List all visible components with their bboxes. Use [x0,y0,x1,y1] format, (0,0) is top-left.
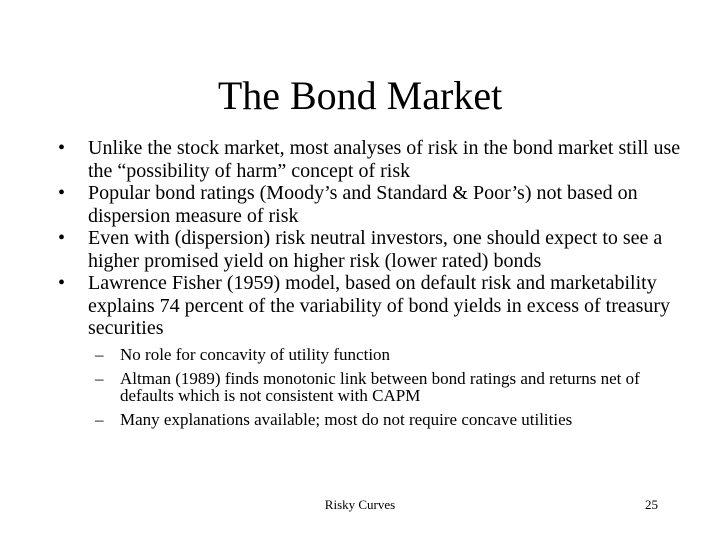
bullet-list [58,137,688,340]
bullet-item [58,227,688,272]
bullet-item [58,137,688,182]
page-number: 25 [645,497,658,512]
sub-bullet-text: Many explanations available; most do not require concave utilities [120,410,573,429]
sub-bullet-item [95,411,695,428]
bullet-text: Popular bond ratings (Moody’s and Standard & Poor’s) not based on dispersion measure of risk [88,182,638,227]
bullet-marker: • [58,227,66,249]
sub-bullet-list [95,346,695,435]
bullet-marker: • [58,182,66,204]
bullet-text: Lawrence Fisher (1959) model, based on default risk and marketability explains 74 percent of the variability of bond yields in excess of treasury securities [88,272,671,339]
bullet-marker: • [58,272,66,294]
sub-bullet-text: Altman (1989) finds monotonic link between bond ratings and returns net of defaults which is not consistent with CAPM [120,369,640,405]
bullet-marker: • [58,137,66,159]
sub-bullet-marker: – [95,345,104,364]
sub-bullet-text: No role for concavity of utility function [120,345,391,364]
sub-bullet-marker: – [95,369,104,388]
footer-title: Risky Curves [324,497,396,512]
bullet-item [58,272,688,340]
bullet-text: Unlike the stock market, most analyses of risk in the bond market still use the “possibility of harm” concept of risk [88,137,681,182]
bullet-item [58,182,688,227]
sub-bullet-marker: – [95,410,104,429]
sub-bullet-item [95,346,695,363]
slide-title: The Bond Market [217,73,503,118]
bullet-text: Even with (dispersion) risk neutral investors, one should expect to see a higher promised yield on higher risk (lower rated) bonds [88,227,663,272]
sub-bullet-item [95,370,695,404]
